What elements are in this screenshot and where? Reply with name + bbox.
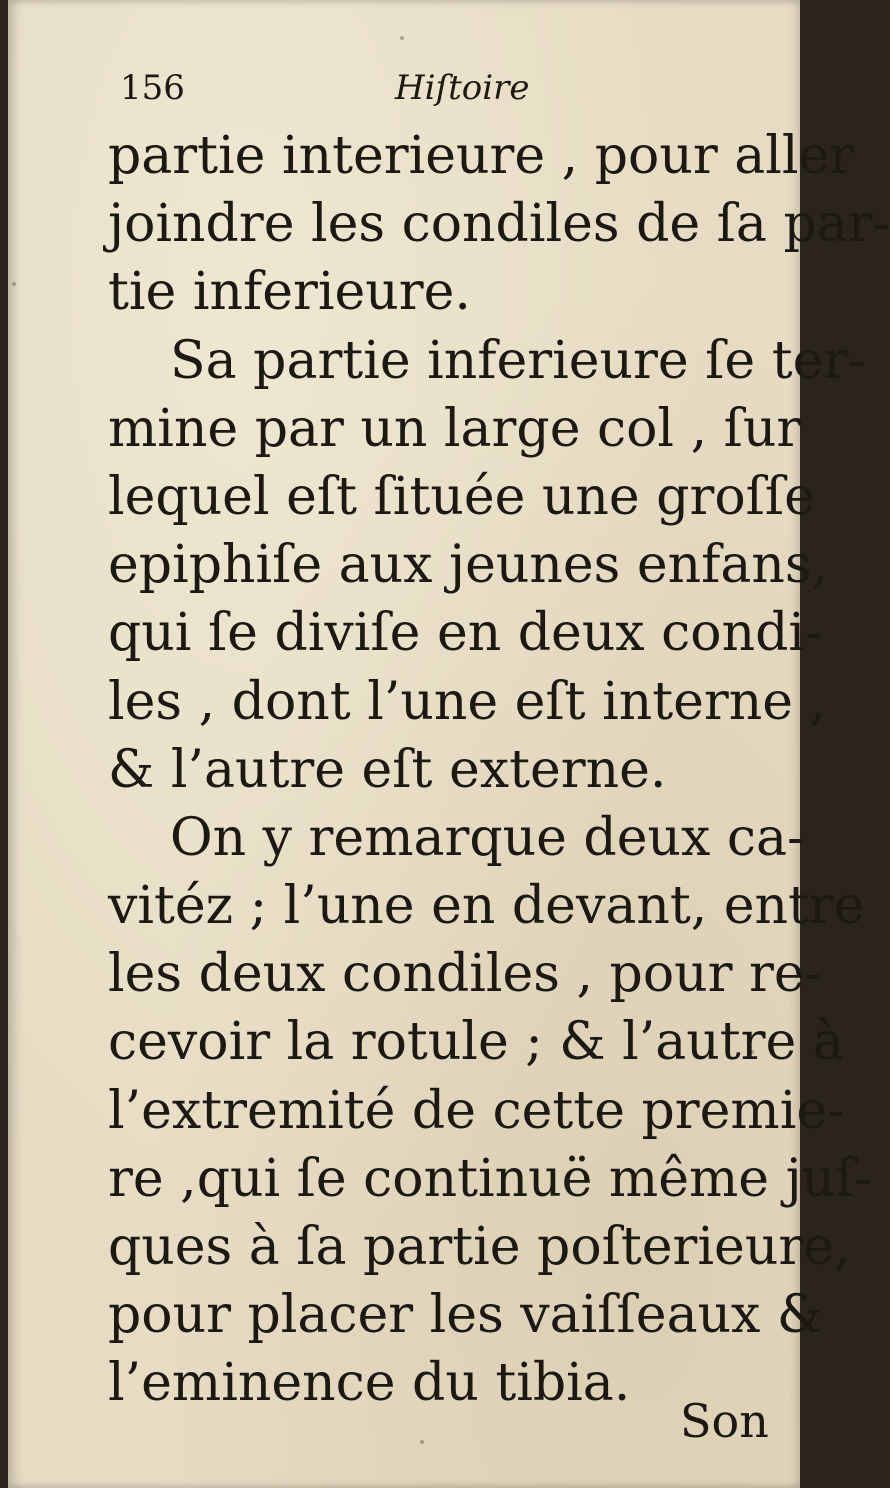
text-line: Sa partie inferieure ſe ter- — [170, 330, 866, 391]
text-line: les deux condiles , pour re- — [108, 944, 823, 1005]
page-number: 156 — [120, 68, 185, 108]
running-title: Hiſtoire — [395, 68, 530, 108]
paper-speck — [420, 1440, 424, 1444]
body-text — [108, 122, 890, 1418]
text-line: re ,qui ſe continuë même juſ- — [108, 1148, 873, 1209]
text-line: l’eminence du tibia. — [108, 1353, 631, 1414]
text-line: tie inferieure. — [108, 262, 471, 323]
catchword: Son — [680, 1394, 769, 1448]
text-line: mine par un large col , ſur — [108, 398, 802, 459]
text-line: partie interieure , pour aller — [108, 126, 855, 186]
text-line: l’extremité de cette premie- — [108, 1080, 845, 1141]
text-line: qui ſe diviſe en deux condi- — [108, 603, 823, 664]
text-line: pour placer les vaiſſeaux & — [108, 1285, 824, 1346]
text-line: epiphiſe aux jeunes enfans, — [108, 535, 829, 596]
text-line: joindre les condiles de ſa par- — [108, 194, 890, 255]
book-page — [8, 0, 890, 1488]
paper-speck — [400, 36, 404, 40]
paper-speck — [12, 282, 16, 286]
text-line: lequel eſt ſituée une groſſe — [108, 466, 815, 527]
text-line: vitéz ; l’une en devant, entre — [108, 876, 865, 937]
text-line: On y remarque deux ca- — [170, 807, 805, 868]
text-line: cevoir la rotule ; & l’autre à — [108, 1012, 844, 1073]
text-line: les , dont l’une eſt interne , — [108, 671, 827, 732]
text-line: ques à ſa partie poſterieure, — [108, 1217, 851, 1277]
text-line: & l’autre eſt externe. — [108, 739, 667, 800]
page-header — [120, 64, 680, 120]
